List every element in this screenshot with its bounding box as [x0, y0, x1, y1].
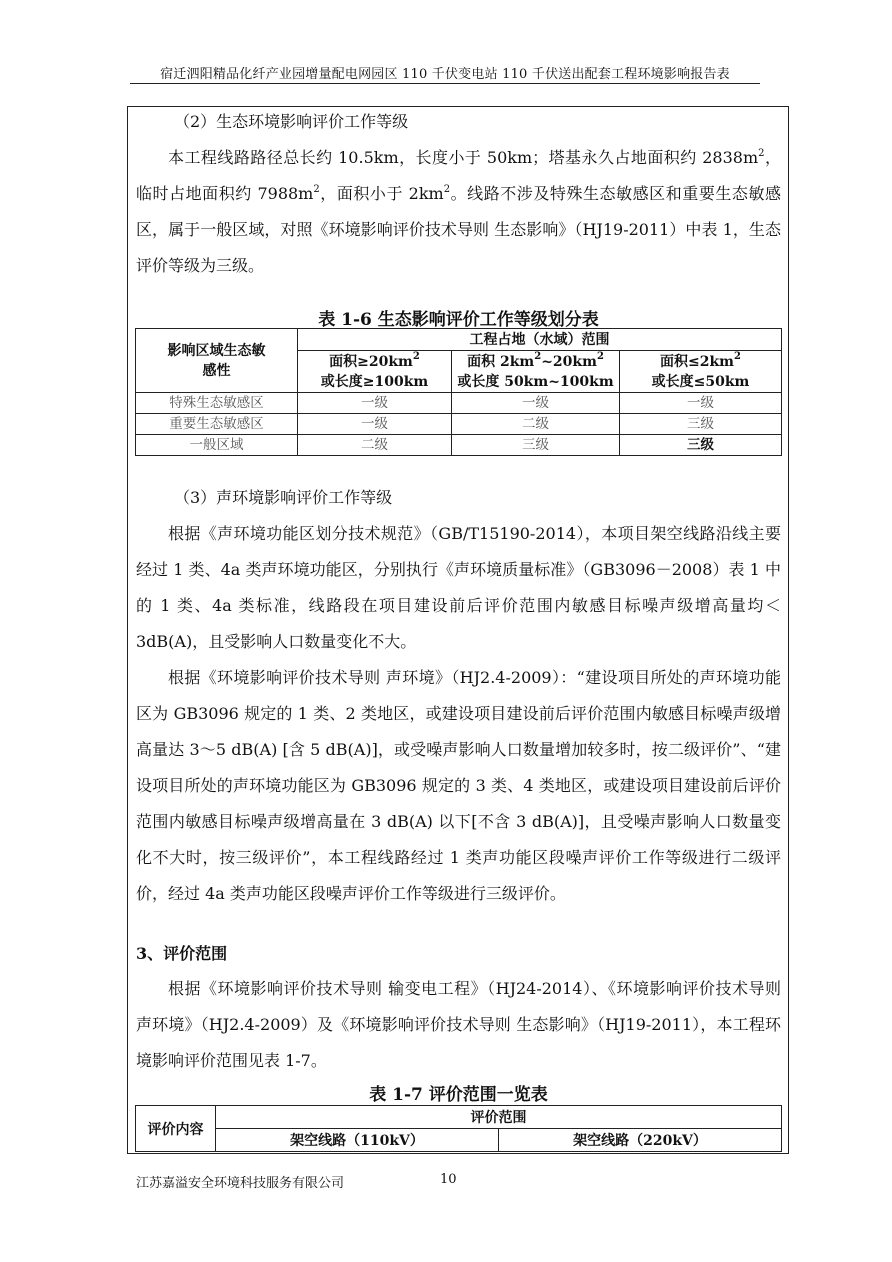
eco-paragraph: 本工程线路路径总长约 10.5km，长度小于 50km；塔基永久占地面积约 $2838m^2$，临时占地面积约 $7988m^2$，面积小于 $2km^2$。线路不涉及特殊生态敏感区和重要生态敏感区，属于一般区域，对照《环境影响评价技术导则 生态影响》（HJ19-2011）中表 1，生态评价等级为三级。: [136, 148, 781, 275]
table-cell: 一级: [452, 393, 620, 414]
noise-paragraph-1: 根据《声环境功能区划分技术规范》（GB/T15190-2014），本项目架空线路沿线主要经过 1 类、4a 类声环境功能区，分别执行《声环境质量标准》（GB3096－2008）表 1 中的 1 类、4a 类标准，线路段在项目建设前后评价范围内敏感目标噪声级增高量均＜3dB(A)，且受影响人口数量变化不大。: [136, 524, 781, 651]
table-row: [136, 435, 782, 456]
row-label: 一般区域: [136, 435, 298, 456]
table-corner-header: 影响区域生态敏感性: [136, 329, 298, 393]
scope-heading: 3、评价范围: [136, 944, 228, 963]
page-number: 10: [440, 1172, 457, 1187]
table-cell: 三级: [620, 414, 782, 435]
table-cell: 一级: [298, 414, 452, 435]
row-label: 特殊生态敏感区: [136, 393, 298, 414]
eco-grade-table: [135, 328, 782, 456]
scope-table-group-header: 评价范围: [216, 1106, 782, 1129]
scope-col-110kv: 架空线路（110kV）: [216, 1129, 499, 1152]
table-row: [136, 393, 782, 414]
table-col-header-large: 面积$\ge 20km^2$ 或长度≥100km: [298, 351, 452, 393]
table-1-6-title: 表 1-6 生态影响评价工作等级划分表: [318, 310, 599, 330]
document-header-title: 宿迁泗阳精品化纤产业园增量配电网园区 110 千伏变电站 110 千伏送出配套工程环境影响报告表: [160, 67, 730, 82]
noise-heading: （3）声环境影响评价工作等级: [174, 488, 393, 507]
eco-heading: （2）生态环境影响评价工作等级: [174, 112, 409, 131]
table-cell: 二级: [452, 414, 620, 435]
table-cell: 一级: [298, 393, 452, 414]
noise-paragraph-2: 根据《环境影响评价技术导则 声环境》（HJ2.4-2009）：“建设项目所处的声环境功能区为 GB3096 规定的 1 类、2 类地区，或建设项目建设前后评价范围内敏感目标噪声级增高量达 3～5 dB(A) [含 5 dB(A)]，或受噪声影响人口数量增加较多时，按二级评价”、“建设项目所处的声环境功能区为 GB3096 规定的 3 类、4 类地区，或建设项目建设前后评价范围内敏感目标噪声级增高量在 3 dB(A) 以下[不含 3 dB(A)]，且受噪声影响人口数量变化不大时，按三级评价”，本工程线路经过 1 类声功能区段噪声评价工作等级进行二级评价，经过 4a 类声功能区段噪声评价工作等级进行三级评价。: [136, 668, 781, 903]
table-cell: 二级: [298, 435, 452, 456]
scope-col-220kv: 架空线路（220kV）: [499, 1129, 782, 1152]
footer-company: 江苏嘉溢安全环境科技服务有限公司: [136, 1176, 345, 1191]
table-row: [136, 414, 782, 435]
table-col-header-medium: 面积 $2km^2\sim 20km^2$ 或长度 50km~100km: [452, 351, 620, 393]
scope-table: [135, 1105, 782, 1152]
row-label: 重要生态敏感区: [136, 414, 298, 435]
table-col-header-small: 面积$\le 2km^2$ 或长度≤50km: [620, 351, 782, 393]
table-cell-highlight: 三级: [620, 435, 782, 456]
table-cell: 一级: [620, 393, 782, 414]
table-group-header: 工程占地（水域）范围: [298, 329, 782, 351]
table-1-7-title: 表 1-7 评价范围一览表: [369, 1085, 548, 1105]
header-rule: [130, 83, 760, 84]
scope-table-corner-header: 评价内容: [136, 1106, 216, 1152]
scope-paragraph: 根据《环境影响评价技术导则 输变电工程》（HJ24-2014）、《环境影响评价技术导则 声环境》（HJ2.4-2009）及《环境影响评价技术导则 生态影响》（HJ19-2011），本工程环境影响评价范围见表 1-7。: [136, 979, 781, 1070]
table-cell: 三级: [452, 435, 620, 456]
